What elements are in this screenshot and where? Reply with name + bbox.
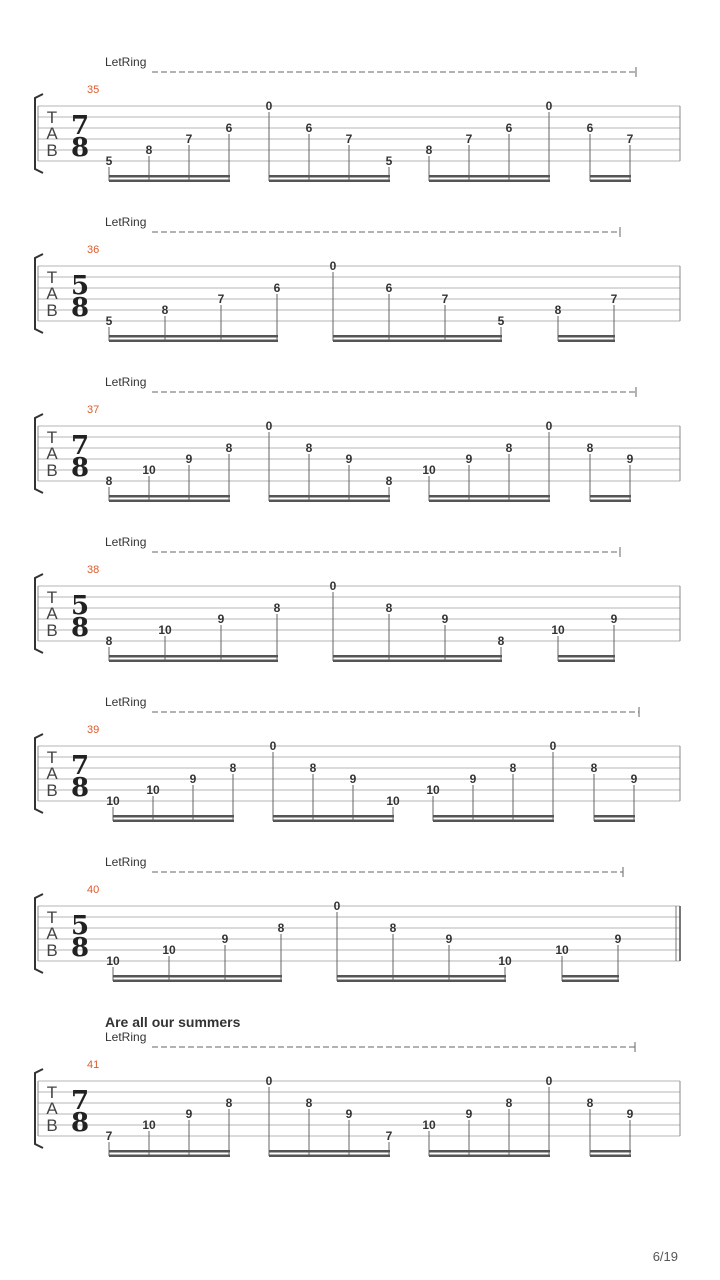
beam-lower <box>269 1155 390 1158</box>
tab-letter: T <box>46 428 58 447</box>
tab-letter: B <box>46 781 58 800</box>
fret-number: 8 <box>309 761 317 775</box>
fret-number: 0 <box>265 99 273 113</box>
fret-number: 10 <box>386 794 400 808</box>
let-ring-label: LetRing <box>105 535 147 549</box>
beam-lower <box>109 660 278 663</box>
tab-letter: B <box>46 301 58 320</box>
fret-number: 8 <box>105 634 113 648</box>
time-signature-top: 5 <box>70 591 90 621</box>
beam-upper <box>269 175 390 178</box>
beam-upper <box>109 655 278 658</box>
fret-number: 8 <box>105 474 113 488</box>
beam-upper <box>429 495 550 498</box>
fret-number: 10 <box>106 794 120 808</box>
beam-upper <box>333 335 502 338</box>
tab-letter: A <box>46 924 58 943</box>
tab-letter: B <box>46 461 58 480</box>
tab-letter: A <box>46 124 58 143</box>
fret-number: 6 <box>305 121 313 135</box>
fret-number: 8 <box>425 143 433 157</box>
fret-number: 8 <box>145 143 153 157</box>
fret-number: 7 <box>217 292 225 306</box>
fret-number: 0 <box>545 419 553 433</box>
tab-letter: B <box>46 941 58 960</box>
time-signature-top: 7 <box>70 1086 90 1116</box>
let-ring-label: LetRing <box>105 55 147 69</box>
beam-lower <box>429 180 550 183</box>
fret-number: 10 <box>158 623 172 637</box>
time-signature-top: 7 <box>70 431 90 461</box>
fret-number: 0 <box>545 1074 553 1088</box>
fret-number: 7 <box>465 132 473 146</box>
fret-number: 0 <box>329 259 337 273</box>
fret-number: 10 <box>498 954 512 968</box>
fret-number: 9 <box>217 612 225 626</box>
fret-number: 8 <box>273 601 281 615</box>
beam-upper <box>429 175 550 178</box>
fret-number: 8 <box>505 1096 513 1110</box>
beam-upper <box>333 655 502 658</box>
time-signature-top: 7 <box>70 751 90 781</box>
beam-upper <box>433 815 554 818</box>
fret-number: 8 <box>586 441 594 455</box>
beam-upper <box>269 495 390 498</box>
fret-number: 10 <box>555 943 569 957</box>
fret-number: 8 <box>161 303 169 317</box>
time-signature-bottom: 8 <box>70 293 90 323</box>
time-signature-top: 7 <box>70 111 90 141</box>
fret-number: 5 <box>105 314 113 328</box>
fret-number: 8 <box>505 441 513 455</box>
fret-number: 8 <box>305 441 313 455</box>
fret-number: 8 <box>497 634 505 648</box>
fret-number: 10 <box>422 1118 436 1132</box>
fret-number: 9 <box>465 1107 473 1121</box>
fret-number: 8 <box>225 441 233 455</box>
time-signature-bottom: 8 <box>70 773 90 803</box>
fret-number: 8 <box>590 761 598 775</box>
beam-upper <box>590 495 631 498</box>
fret-number: 7 <box>441 292 449 306</box>
beam-lower <box>273 820 394 823</box>
fret-number: 8 <box>509 761 517 775</box>
time-signature-top: 5 <box>70 911 90 941</box>
fret-number: 9 <box>441 612 449 626</box>
beam-lower <box>558 660 615 663</box>
fret-number: 9 <box>469 772 477 786</box>
beam-upper <box>594 815 635 818</box>
beam-upper <box>558 655 615 658</box>
beam-upper <box>337 975 506 978</box>
fret-number: 8 <box>385 474 393 488</box>
tab-letter: A <box>46 764 58 783</box>
fret-number: 9 <box>626 1107 634 1121</box>
fret-number: 7 <box>610 292 618 306</box>
beam-lower <box>113 980 282 983</box>
beam-upper <box>558 335 615 338</box>
let-ring-label: LetRing <box>105 1030 147 1044</box>
tab-letter: A <box>46 604 58 623</box>
tab-letter: T <box>46 908 58 927</box>
time-signature-bottom: 8 <box>70 1108 90 1138</box>
tab-letter: A <box>46 1099 58 1118</box>
fret-number: 8 <box>229 761 237 775</box>
fret-number: 8 <box>305 1096 313 1110</box>
beam-upper <box>590 175 631 178</box>
fret-number: 6 <box>225 121 233 135</box>
fret-number: 8 <box>586 1096 594 1110</box>
beam-lower <box>590 500 631 503</box>
fret-number: 5 <box>497 314 505 328</box>
beam-upper <box>113 975 282 978</box>
tab-letter: T <box>46 1083 58 1102</box>
let-ring-label: LetRing <box>105 375 147 389</box>
fret-number: 9 <box>345 452 353 466</box>
fret-number: 0 <box>545 99 553 113</box>
beam-upper <box>109 495 230 498</box>
fret-number: 0 <box>265 419 273 433</box>
fret-number: 9 <box>189 772 197 786</box>
fret-number: 10 <box>146 783 160 797</box>
fret-number: 7 <box>626 132 634 146</box>
fret-number: 8 <box>385 601 393 615</box>
beam-lower <box>269 180 390 183</box>
time-signature-bottom: 8 <box>70 613 90 643</box>
fret-number: 0 <box>333 899 341 913</box>
fret-number: 7 <box>105 1129 113 1143</box>
fret-number: 10 <box>142 463 156 477</box>
fret-number: 0 <box>329 579 337 593</box>
measure-number: 39 <box>87 724 100 736</box>
tab-letter: T <box>46 268 58 287</box>
fret-number: 5 <box>385 154 393 168</box>
measure-number: 36 <box>87 244 100 256</box>
beam-upper <box>113 815 234 818</box>
measure-number: 35 <box>87 84 100 96</box>
fret-number: 6 <box>505 121 513 135</box>
beam-lower <box>590 180 631 183</box>
fret-number: 10 <box>422 463 436 477</box>
beam-lower <box>558 340 615 343</box>
time-signature-bottom: 8 <box>70 933 90 963</box>
fret-number: 9 <box>349 772 357 786</box>
fret-number: 9 <box>445 932 453 946</box>
fret-number: 0 <box>265 1074 273 1088</box>
fret-number: 10 <box>142 1118 156 1132</box>
fret-number: 9 <box>185 452 193 466</box>
fret-number: 9 <box>345 1107 353 1121</box>
fret-number: 10 <box>106 954 120 968</box>
fret-number: 7 <box>385 1129 393 1143</box>
time-signature-top: 5 <box>70 271 90 301</box>
tab-letter: A <box>46 284 58 303</box>
beam-upper <box>109 335 278 338</box>
fret-number: 9 <box>221 932 229 946</box>
fret-number: 9 <box>614 932 622 946</box>
time-signature-bottom: 8 <box>70 453 90 483</box>
time-signature-bottom: 8 <box>70 133 90 163</box>
fret-number: 10 <box>551 623 565 637</box>
beam-lower <box>109 340 278 343</box>
fret-number: 7 <box>345 132 353 146</box>
tab-letter: T <box>46 588 58 607</box>
beam-upper <box>269 1150 390 1153</box>
fret-number: 8 <box>225 1096 233 1110</box>
fret-number: 9 <box>465 452 473 466</box>
fret-number: 9 <box>626 452 634 466</box>
beam-upper <box>590 1150 631 1153</box>
beam-upper <box>273 815 394 818</box>
beam-lower <box>594 820 635 823</box>
measure-number: 40 <box>87 884 100 896</box>
beam-lower <box>429 500 550 503</box>
beam-upper <box>109 1150 230 1153</box>
tab-letter: B <box>46 1116 58 1135</box>
beam-lower <box>109 180 230 183</box>
fret-number: 9 <box>630 772 638 786</box>
beam-lower <box>109 1155 230 1158</box>
tab-letter: B <box>46 141 58 160</box>
fret-number: 7 <box>185 132 193 146</box>
page-number: 6/19 <box>652 1249 678 1264</box>
tab-letter: A <box>46 444 58 463</box>
fret-number: 9 <box>185 1107 193 1121</box>
beam-upper <box>109 175 230 178</box>
beam-lower <box>429 1155 550 1158</box>
fret-number: 8 <box>389 921 397 935</box>
beam-upper <box>562 975 619 978</box>
measure-number: 38 <box>87 564 100 576</box>
beam-lower <box>269 500 390 503</box>
fret-number: 5 <box>105 154 113 168</box>
tab-letter: T <box>46 108 58 127</box>
beam-lower <box>333 340 502 343</box>
measure-number: 37 <box>87 404 100 416</box>
beam-lower <box>109 500 230 503</box>
beam-lower <box>333 660 502 663</box>
fret-number: 10 <box>426 783 440 797</box>
beam-upper <box>429 1150 550 1153</box>
let-ring-label: LetRing <box>105 855 147 869</box>
beam-lower <box>113 820 234 823</box>
fret-number: 0 <box>549 739 557 753</box>
beam-lower <box>433 820 554 823</box>
fret-number: 0 <box>269 739 277 753</box>
tab-letter: B <box>46 621 58 640</box>
fret-number: 10 <box>162 943 176 957</box>
fret-number: 6 <box>273 281 281 295</box>
let-ring-label: LetRing <box>105 215 147 229</box>
fret-number: 8 <box>277 921 285 935</box>
beam-lower <box>562 980 619 983</box>
beam-lower <box>337 980 506 983</box>
tab-letter: T <box>46 748 58 767</box>
fret-number: 9 <box>610 612 618 626</box>
lyric-text: Are all our summers <box>105 1014 241 1030</box>
let-ring-label: LetRing <box>105 695 147 709</box>
beam-lower <box>590 1155 631 1158</box>
fret-number: 8 <box>554 303 562 317</box>
fret-number: 6 <box>385 281 393 295</box>
measure-number: 41 <box>87 1059 100 1071</box>
fret-number: 6 <box>586 121 594 135</box>
